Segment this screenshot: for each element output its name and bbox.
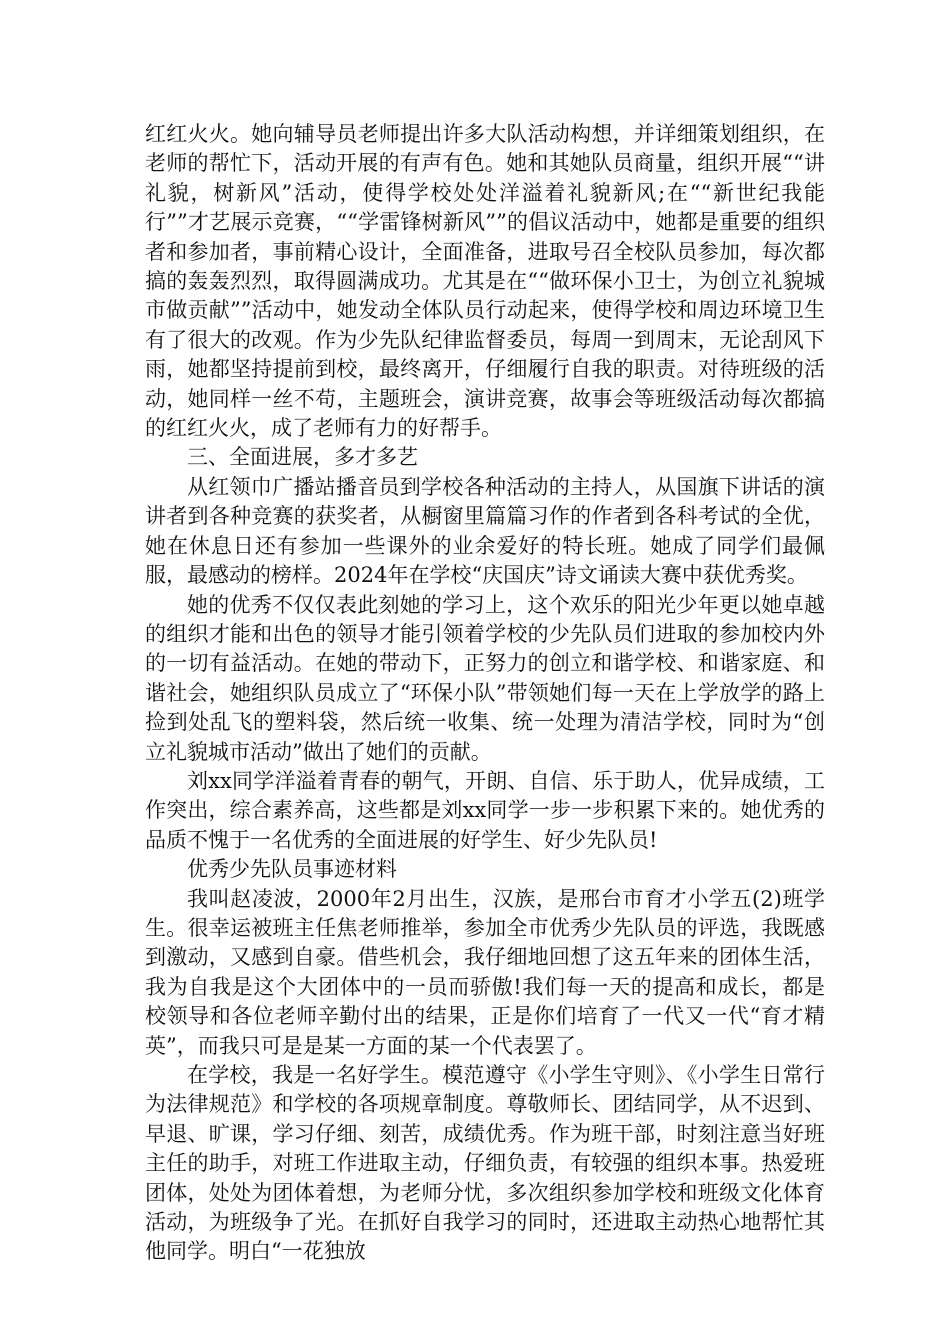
- paragraph-continued-activities: 红红火火。她向辅导员老师提出许多大队活动构想，并详细策划组织，在老师的帮忙下，活动开展的有声有色。她和其她队员商量，组织开展““讲礼貌，树新风”活动，使得学校处处洋溢着礼貌新风;在““新世纪我能行””才艺展示竞赛，““学雷锋树新风””的倡议活动中，她都是重要的组织者和参加者，事前精心设计，全面准备，进取号召全校队员参加，每次都搞的轰轰烈烈，取得圆满成功。尤其是在““做环保小卫士，为创立礼貌城市做贡献””活动中，她发动全体队员行动起来，使得学校和周边环境卫生有了很大的改观。作为少先队纪律监督委员，每周一到周末，无论刮风下雨，她都坚持提前到校，最终离开，仔细履行自我的职责。对待班级的活动，她同样一丝不苟，主题班会，演讲竞赛，故事会等班级活动每次都搞的红红火火，成了老师有力的好帮手。: [145, 122, 825, 441]
- document-body: [145, 120, 825, 1267]
- paragraph-good-student: 在学校，我是一名好学生。模范遵守《小学生守则》、《小学生日常行为法律规范》和学校的各项规章制度。尊敬师长、团结同学，从不迟到、早退、旷课，学习仔细、刻苦，成绩优秀。作为班干部，时刻注意当好班主任的助手，对班工作进取主动，仔细负责，有较强的组织本事。热爱班团体，处处为团体着想，为老师分忧，多次组织参加学校和班级文化体育活动，为班级争了光。在抓好自我学习的同时，还进取主动热心地帮忙其他同学。明白“一花独放: [145, 1063, 825, 1264]
- section-heading-deeds-material: 优秀少先队员事迹材料: [187, 857, 397, 882]
- paragraph-leadership: 她的优秀不仅仅表此刻她的学习上，这个欢乐的阳光少年更以她卓越的组织才能和出色的领导才能引领着学校的少先队员们进取的参加校内外的一切有益活动。在她的带动下，正努力的创立和谐学校、和谐家庭、和谐社会，她组织队员成立了“环保小队”带领她们每一天在上学放学的路上捡到处乱飞的塑料袋，然后统一收集、统一处理为清洁学校，同时为“创立礼貌城市活动”做出了她们的贡献。: [145, 592, 825, 764]
- paragraph-summary-liu: 刘xx同学洋溢着青春的朝气，开朗、自信、乐于助人，优异成绩，工作突出，综合素养高，这些都是刘xx同学一步一步积累下来的。她优秀的品质不愧于一名优秀的全面进展的好学生、好少先队员!: [145, 768, 825, 852]
- paragraph-talents: 从红领巾广播站播音员到学校各种活动的主持人，从国旗下讲话的演讲者到各种竞赛的获奖者，从橱窗里篇篇习作的作者到各科考试的全优，她在休息日还有参加一些课外的业余爱好的特长班。她成了同学们最佩服，最感动的榜样。2024年在学校“庆国庆”诗文诵读大赛中获优秀奖。: [145, 474, 825, 588]
- paragraph-introduction-zhao: 我叫赵凌波，2000年2月出生，汉族，是邢台市育才小学五(2)班学生。很幸运被班主任焦老师推举，参加全市优秀少先队员的评选，我既感到激动，又感到自豪。借些机会，我仔细地回想了这五年来的团体生活，我为自我是这个大团体中的一员而骄傲!我们每一天的提高和成长，都是校领导和各位老师辛勤付出的结果，正是你们培育了一代又一代“育才精英”，而我只可是是某一方面的某一个代表罢了。: [145, 886, 825, 1058]
- section-heading-all-round-development: 三、全面进展，多才多艺: [187, 445, 418, 470]
